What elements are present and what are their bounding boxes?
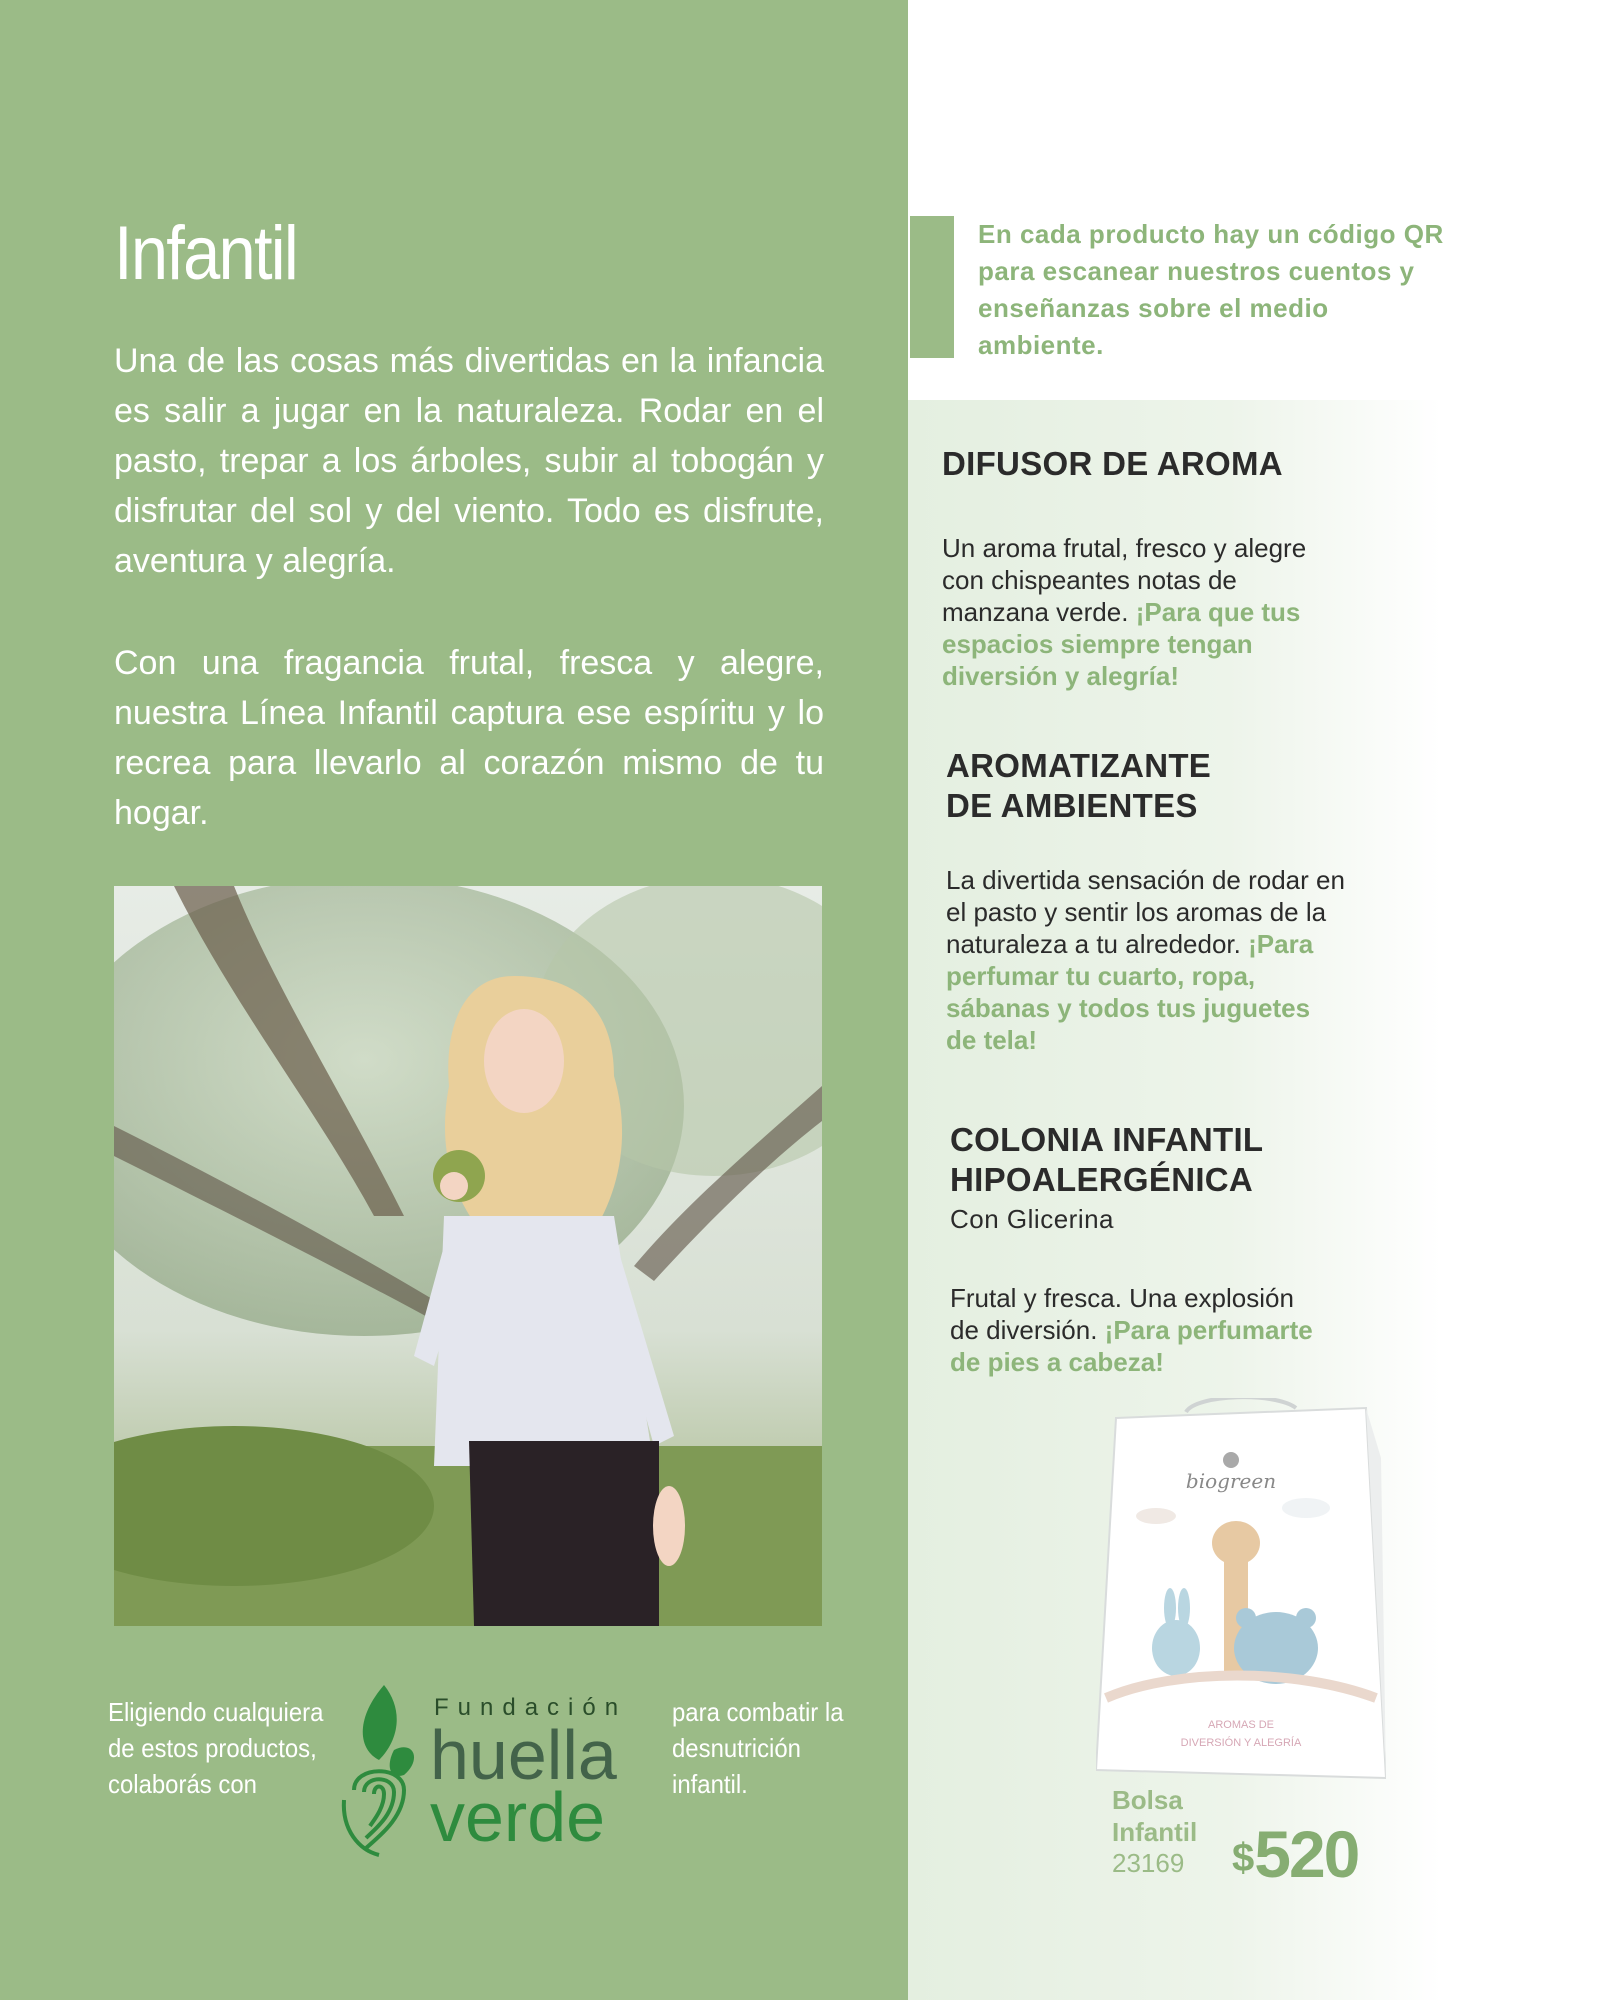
bag-label-line-2: Infantil: [1112, 1817, 1198, 1847]
intro-paragraph-1: Una de las cosas más divertidas en la infancia es salir a jugar en la naturaleza. Rodar en el pasto, trepar a los árboles, subir al tobogán y disfrutar del sol y del viento. Todo es disfrute, aventura y alegría.: [114, 342, 824, 580]
bag-caption-line-2: DIVERSIÓN Y ALEGRÍA: [1180, 1737, 1302, 1749]
product-1-title: DIFUSOR DE AROMA: [942, 445, 1283, 482]
product-2-title-line-2: DE AMBIENTES: [946, 787, 1198, 824]
product-3-title-line-2: HIPOALERGÉNICA: [950, 1161, 1254, 1198]
product-2-title: [946, 746, 1211, 826]
bunny-illustration: [1152, 1620, 1200, 1676]
logo-verde-text: verde: [430, 1778, 606, 1856]
price-amount: 520: [1254, 1817, 1359, 1891]
bag-caption-line-1: AROMAS DE: [1207, 1719, 1275, 1731]
intro-paragraph-2: Con una fragancia frutal, fresca y alegre, nuestra Línea Infantil captura ese espíritu y lo recrea para llevarlo al corazón mismo de tu hogar.: [114, 644, 824, 832]
product-3-title: [950, 1120, 1263, 1200]
page-title: Infantil: [114, 211, 297, 296]
product-1-highlight: ¡Para que tus espacios siempre tengan diversión y alegría!: [942, 597, 1301, 691]
qr-accent-bar: [910, 216, 954, 358]
bag-price: [1232, 1816, 1358, 1892]
huella-verde-logo: [334, 1680, 654, 1860]
product-1-desc-text: Un aroma frutal, fresco y alegre con chispeantes notas de manzana verde.: [942, 533, 1307, 627]
product-1-description: [942, 532, 1342, 692]
product-3-desc-text: Frutal y fresca. Una explosión de diversión.: [950, 1283, 1294, 1345]
product-2-description: [946, 864, 1346, 1056]
gift-bag-image: [1096, 1398, 1386, 1798]
foundation-left-text: Eligiendo cualquiera de estos productos, colaborás con: [108, 1697, 324, 1799]
price-currency: $: [1232, 1836, 1255, 1880]
foundation-right-text: para combatir la desnutrición infantil.: [672, 1697, 844, 1799]
qr-note: En cada producto hay un código QR para escanear nuestros cuentos y enseñanzas sobre el medio ambiente.: [978, 219, 1444, 360]
logo-huella-text: huella: [430, 1716, 617, 1794]
bag-brand-text: biogreen: [1185, 1469, 1277, 1493]
logo-fundacion-text: Fundación: [434, 1694, 628, 1721]
product-2-highlight: ¡Para perfumar tu cuarto, ropa, sábanas y todos tus juguetes de tela!: [946, 929, 1314, 1055]
bag-code: 23169: [1112, 1848, 1185, 1878]
product-2-title-line-1: AROMATIZANTE: [946, 747, 1212, 784]
product-3-highlight: ¡Para perfumarte de pies a cabeza!: [950, 1315, 1313, 1377]
bag-label: [1112, 1784, 1197, 1848]
product-3-subtitle: Con Glicerina: [950, 1204, 1115, 1234]
product-3-title-line-1: COLONIA INFANTIL: [950, 1121, 1264, 1158]
product-3-description: [950, 1282, 1320, 1378]
child-photo: [114, 886, 822, 1626]
leaf-fingerprint-icon: [334, 1680, 424, 1860]
bag-label-line-1: Bolsa: [1112, 1785, 1183, 1815]
product-2-desc-text: La divertida sensación de rodar en el pasto y sentir los aromas de la naturaleza a tu alrededor.: [946, 865, 1345, 959]
brand-logo-icon: [1223, 1452, 1239, 1468]
